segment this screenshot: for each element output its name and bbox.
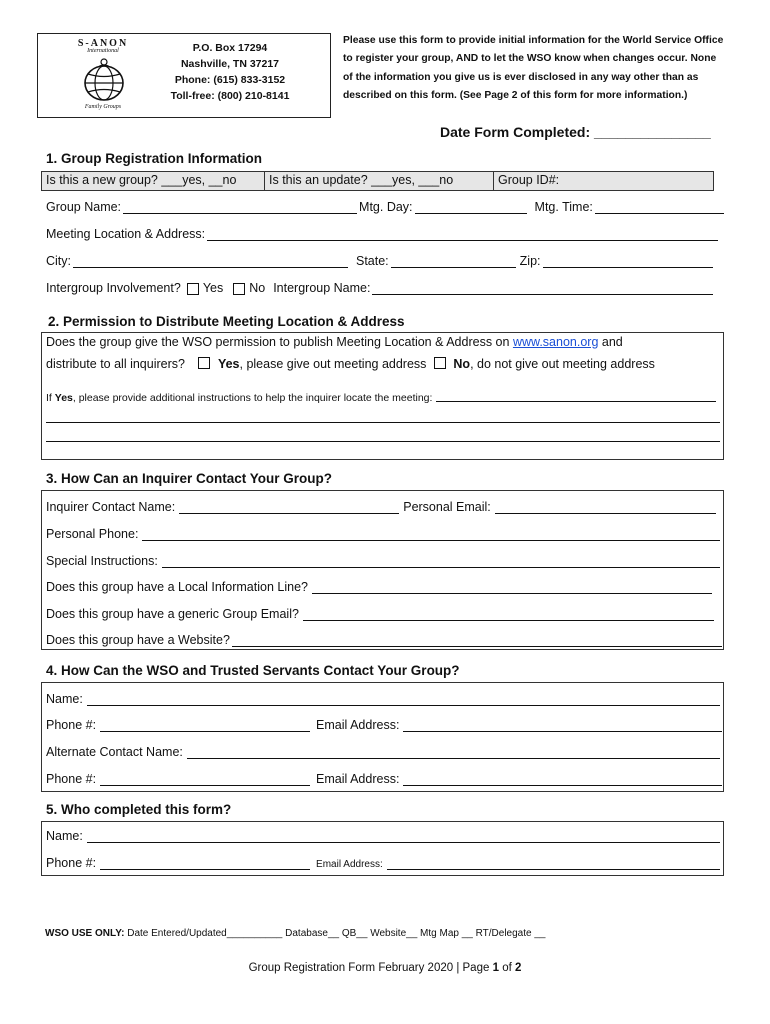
mtg-day-label: Mtg. Day: [359, 200, 413, 214]
intergroup-label: Intergroup Involvement? [46, 281, 181, 295]
special-instructions-input[interactable] [162, 554, 720, 568]
update-question[interactable]: Is this an update? ___yes, ___no [265, 172, 494, 190]
personal-phone-row [46, 527, 720, 541]
section5-title: 5. Who completed this form? [46, 802, 232, 817]
intergroup-name-input[interactable] [372, 281, 713, 295]
additional-instructions-line-3[interactable] [46, 441, 720, 442]
permission-yes-label: Yes [217, 357, 240, 371]
special-instructions-label: Special Instructions: [46, 554, 158, 568]
completer-phone-label: Phone #: [46, 856, 97, 870]
additional-instructions-line-2[interactable] [46, 422, 720, 423]
wso-use-only [45, 928, 545, 939]
address-line: Nashville, TN 37217 [180, 58, 280, 70]
website-label: Does this group have a Website? [46, 633, 230, 647]
permission-yes-text: , please give out meeting address [239, 357, 427, 371]
completer-phone-row [46, 856, 720, 870]
group-status-bar [41, 171, 714, 191]
contact-phone-row [46, 718, 722, 732]
mtg-day-input[interactable] [415, 200, 527, 214]
info-line-input[interactable] [312, 580, 712, 594]
zip-label: Zip: [519, 254, 541, 268]
permission-no-label: No [453, 357, 471, 371]
contact-email-input[interactable] [403, 718, 722, 732]
address-line: Toll-free: (800) 210-8141 [170, 90, 290, 102]
page-footer [0, 962, 770, 974]
contact-email-label: Email Address: [316, 718, 400, 732]
mtg-time-input[interactable] [595, 200, 724, 214]
section4-title: 4. How Can the WSO and Trusted Servants Contact Your Group? [46, 663, 460, 678]
globe-logo-icon [80, 57, 128, 103]
completer-email-input[interactable] [387, 856, 720, 870]
additional-instructions-input[interactable] [436, 401, 716, 402]
wso-label: WSO USE ONLY: [45, 928, 125, 939]
website-input[interactable] [232, 633, 722, 647]
logo-bottom-text: Family Groups [84, 104, 122, 110]
group-name-label: Group Name: [46, 200, 122, 214]
completer-name-row [46, 829, 720, 843]
footer-page-number: 1 [492, 962, 499, 974]
alt-contact-row [46, 745, 720, 759]
footer-total-pages: 2 [514, 962, 522, 974]
section3-title: 3. How Can an Inquirer Contact Your Group? [46, 471, 333, 486]
alt-contact-label: Alternate Contact Name: [46, 745, 183, 759]
alt-phone-label: Phone #: [46, 772, 97, 786]
alt-email-input[interactable] [403, 772, 722, 786]
state-label: State: [356, 254, 389, 268]
permission-yes-checkbox[interactable] [198, 357, 210, 369]
section1-title: 1. Group Registration Information [46, 151, 263, 166]
contact-phone-input[interactable] [100, 718, 310, 732]
logo-name: S-ANON [77, 38, 129, 49]
completer-phone-input[interactable] [100, 856, 310, 870]
contact-name-row [46, 692, 720, 706]
permission-no-text: , do not give out meeting address [470, 357, 655, 371]
info-line-row [46, 580, 712, 594]
contact-phone-label: Phone #: [46, 718, 97, 732]
special-instructions-row [46, 554, 720, 568]
permission-text: Does the group give the WSO permission to publish Meeting Location & Address on [46, 335, 510, 349]
mtg-time-label: Mtg. Time: [534, 200, 593, 214]
city-label: City: [46, 254, 71, 268]
personal-phone-input[interactable] [142, 527, 720, 541]
address-block [150, 40, 310, 104]
additional-instructions-row [46, 392, 716, 404]
inquirer-name-label: Inquirer Contact Name: [46, 500, 176, 514]
alt-phone-input[interactable] [100, 772, 310, 786]
address-line: Phone: (615) 833-3152 [174, 74, 286, 86]
city-state-zip-row [46, 254, 713, 268]
logo-subtitle: International [87, 48, 119, 54]
completer-email-label: Email Address: [316, 859, 383, 870]
meeting-location-label: Meeting Location & Address: [46, 227, 206, 241]
if-yes-bold: Yes [54, 392, 73, 404]
address-line: P.O. Box 17294 [192, 42, 268, 54]
group-email-input[interactable] [303, 607, 714, 621]
if-label: If [46, 392, 52, 404]
completer-name-input[interactable] [87, 829, 720, 843]
group-id-field[interactable]: Group ID#: [498, 173, 560, 187]
additional-instructions-label: , please provide additional instructions to help the inquirer locate the meeting: [72, 392, 433, 404]
inquirer-row [46, 500, 716, 514]
permission-line-2 [46, 357, 655, 371]
contact-name-input[interactable] [87, 692, 720, 706]
intergroup-row [46, 281, 713, 295]
footer-text: Group Registration Form February 2020 | Page [248, 962, 490, 974]
alt-email-label: Email Address: [316, 772, 400, 786]
sanon-website-link[interactable]: www.sanon.org [512, 335, 599, 349]
intro-text: Please use this form to provide initial information for the World Service Office to register your group, AND to let the WSO know when changes occur. None of the information you give us is ever disclosed in any way other than as described on this form. (See Page 2 of this form for more information.) [343, 35, 724, 102]
permission-no-checkbox[interactable] [434, 357, 446, 369]
alt-contact-input[interactable] [187, 745, 720, 759]
contact-name-label: Name: [46, 692, 83, 706]
date-completed-field[interactable]: Date Form Completed: _______________ [440, 124, 711, 140]
permission-line-1 [46, 335, 623, 349]
meeting-location-input[interactable] [207, 227, 718, 241]
group-email-row [46, 607, 714, 621]
intergroup-no-checkbox[interactable] [233, 283, 245, 295]
meeting-location-row [46, 227, 718, 241]
footer-of: of [502, 962, 512, 974]
intergroup-yes-label: Yes [202, 281, 224, 295]
intergroup-no-label: No [249, 281, 266, 295]
info-line-label: Does this group have a Local Information Line? [46, 580, 308, 594]
new-group-question[interactable]: Is this a new group? ___yes, __no [42, 172, 265, 190]
wso-fields[interactable]: Date Entered/Updated__________ Database__ QB__ Website__ Mtg Map __ RT/Delegate __ [127, 928, 546, 939]
website-row [46, 633, 722, 647]
personal-phone-label: Personal Phone: [46, 527, 139, 541]
state-input[interactable] [391, 254, 516, 268]
group-email-label: Does this group have a generic Group Email? [46, 607, 299, 621]
permission-question: distribute to all inquirers? [46, 357, 185, 371]
completer-name-label: Name: [46, 829, 83, 843]
section3-box [41, 490, 724, 650]
personal-email-input[interactable] [495, 500, 716, 514]
permission-text-end: and [601, 335, 623, 349]
inquirer-name-input[interactable] [179, 500, 399, 514]
zip-input[interactable] [543, 254, 713, 268]
alt-phone-row [46, 772, 722, 786]
section2-title: 2. Permission to Distribute Meeting Location & Address [48, 314, 405, 329]
intergroup-name-label: Intergroup Name: [273, 281, 371, 295]
personal-email-label: Personal Email: [403, 500, 491, 514]
group-name-row [46, 200, 724, 214]
city-input[interactable] [73, 254, 348, 268]
intergroup-yes-checkbox[interactable] [187, 283, 199, 295]
group-name-input[interactable] [123, 200, 357, 214]
